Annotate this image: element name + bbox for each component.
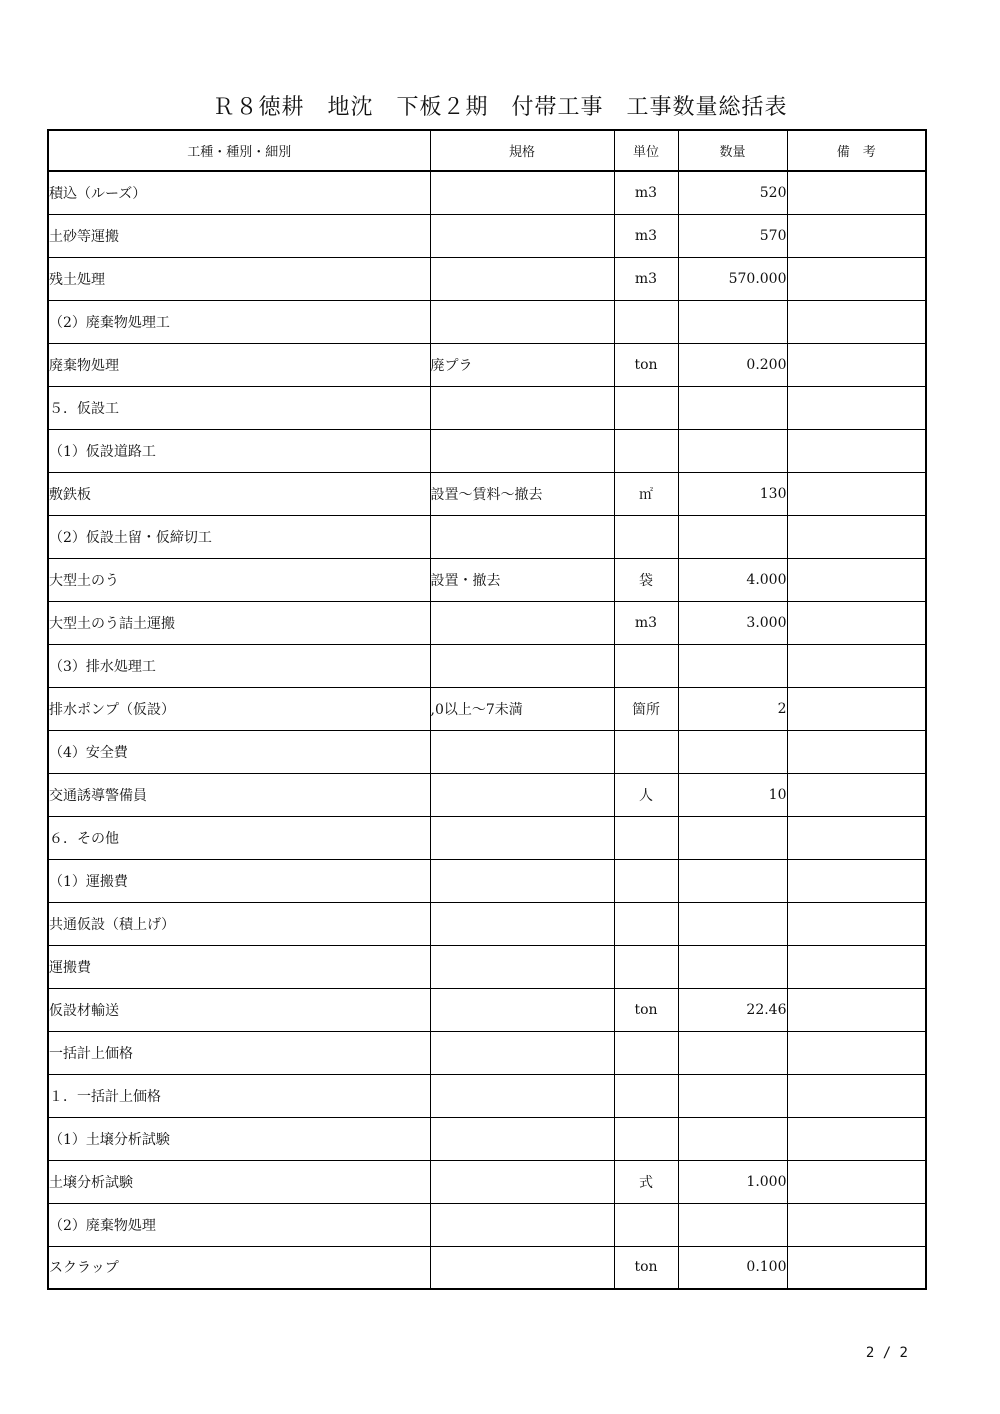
item-unit (614, 300, 678, 343)
item-note (787, 171, 926, 214)
item-name: 土壌分析試験 (48, 1160, 430, 1203)
item-unit (614, 386, 678, 429)
item-unit (614, 644, 678, 687)
item-note (787, 1203, 926, 1246)
item-quantity: 570.000 (678, 257, 787, 300)
item-quantity (678, 859, 787, 902)
item-name: （1）土壌分析試験 (48, 1117, 430, 1160)
item-name: （3）排水処理工 (48, 644, 430, 687)
item-name: 交通誘導警備員 (48, 773, 430, 816)
item-quantity (678, 1203, 787, 1246)
item-note (787, 902, 926, 945)
item-note (787, 816, 926, 859)
item-spec (430, 816, 614, 859)
item-quantity: 520 (678, 171, 787, 214)
item-unit (614, 1117, 678, 1160)
item-unit: ㎡ (614, 472, 678, 515)
item-quantity (678, 945, 787, 988)
table-row (48, 988, 926, 1031)
item-name: 大型土のう詰土運搬 (48, 601, 430, 644)
header-quantity: 数量 (678, 130, 787, 171)
header-unit: 単位 (614, 130, 678, 171)
table-row (48, 601, 926, 644)
item-note (787, 214, 926, 257)
item-spec (430, 300, 614, 343)
item-name: 仮設材輸送 (48, 988, 430, 1031)
header-spec: 規格 (430, 130, 614, 171)
item-unit: m3 (614, 257, 678, 300)
item-note (787, 773, 926, 816)
item-note (787, 945, 926, 988)
item-quantity (678, 902, 787, 945)
page-number: 2 / 2 (865, 1345, 908, 1361)
item-name: 敷鉄板 (48, 472, 430, 515)
item-spec: ,0以上～7未満 (430, 687, 614, 730)
table-row (48, 472, 926, 515)
item-spec (430, 386, 614, 429)
item-quantity: 1.000 (678, 1160, 787, 1203)
table-row (48, 1117, 926, 1160)
item-name: ６．その他 (48, 816, 430, 859)
table-row (48, 515, 926, 558)
item-quantity: 130 (678, 472, 787, 515)
item-unit: 式 (614, 1160, 678, 1203)
item-quantity: 22.46 (678, 988, 787, 1031)
item-quantity: 570 (678, 214, 787, 257)
item-name: （4）安全費 (48, 730, 430, 773)
table-row (48, 429, 926, 472)
table-row (48, 1246, 926, 1289)
item-name: スクラップ (48, 1246, 430, 1289)
table-row (48, 386, 926, 429)
item-spec (430, 1074, 614, 1117)
item-note (787, 343, 926, 386)
item-name: 廃棄物処理 (48, 343, 430, 386)
table-row (48, 730, 926, 773)
item-quantity: 0.100 (678, 1246, 787, 1289)
item-unit (614, 730, 678, 773)
item-note (787, 644, 926, 687)
item-unit: m3 (614, 214, 678, 257)
item-note (787, 988, 926, 1031)
table-row (48, 1074, 926, 1117)
item-name: （1）仮設道路工 (48, 429, 430, 472)
table-row (48, 214, 926, 257)
item-unit: 袋 (614, 558, 678, 601)
item-note (787, 429, 926, 472)
item-unit: m3 (614, 171, 678, 214)
item-name: 土砂等運搬 (48, 214, 430, 257)
header-item: 工種・種別・細別 (48, 130, 430, 171)
item-note (787, 730, 926, 773)
item-spec (430, 1117, 614, 1160)
item-unit: ton (614, 343, 678, 386)
item-quantity (678, 429, 787, 472)
item-spec (430, 644, 614, 687)
item-quantity: 0.200 (678, 343, 787, 386)
table-row (48, 644, 926, 687)
header-note: 備 考 (787, 130, 926, 171)
item-unit (614, 429, 678, 472)
item-note (787, 300, 926, 343)
item-quantity (678, 386, 787, 429)
item-quantity (678, 644, 787, 687)
item-note (787, 1246, 926, 1289)
item-note (787, 859, 926, 902)
item-name: （2）廃棄物処理 (48, 1203, 430, 1246)
item-spec (430, 902, 614, 945)
item-spec (430, 1031, 614, 1074)
item-name: 残土処理 (48, 257, 430, 300)
item-quantity: 10 (678, 773, 787, 816)
item-name: （2）廃棄物処理工 (48, 300, 430, 343)
item-note (787, 386, 926, 429)
item-spec: 設置～賃料～撤去 (430, 472, 614, 515)
item-name: 運搬費 (48, 945, 430, 988)
item-name: 大型土のう (48, 558, 430, 601)
item-quantity (678, 515, 787, 558)
table-row (48, 1203, 926, 1246)
table-row (48, 902, 926, 945)
item-note (787, 1160, 926, 1203)
item-unit: 人 (614, 773, 678, 816)
item-unit: ton (614, 1246, 678, 1289)
item-spec (430, 515, 614, 558)
item-unit: ton (614, 988, 678, 1031)
table-header-row (48, 130, 926, 171)
document-title: Ｒ８徳耕 地沈 下板２期 付帯工事 工事数量総括表 (212, 95, 788, 120)
table-row (48, 687, 926, 730)
item-unit (614, 902, 678, 945)
item-unit: m3 (614, 601, 678, 644)
item-note (787, 472, 926, 515)
item-unit: 箇所 (614, 687, 678, 730)
item-spec (430, 730, 614, 773)
item-name: 積込（ルーズ） (48, 171, 430, 214)
item-name: 排水ポンプ（仮設） (48, 687, 430, 730)
table-row (48, 1160, 926, 1203)
item-spec: 廃プラ (430, 343, 614, 386)
item-note (787, 1031, 926, 1074)
item-note (787, 601, 926, 644)
item-spec: 設置・撤去 (430, 558, 614, 601)
item-spec (430, 1160, 614, 1203)
item-unit (614, 816, 678, 859)
item-spec (430, 601, 614, 644)
item-quantity: 2 (678, 687, 787, 730)
item-spec (430, 214, 614, 257)
item-spec (430, 859, 614, 902)
table-row (48, 558, 926, 601)
item-quantity (678, 1074, 787, 1117)
item-quantity (678, 1117, 787, 1160)
item-name: ５．仮設工 (48, 386, 430, 429)
item-name: 一括計上価格 (48, 1031, 430, 1074)
item-spec (430, 1246, 614, 1289)
item-quantity (678, 816, 787, 859)
item-spec (430, 945, 614, 988)
item-spec (430, 171, 614, 214)
item-spec (430, 1203, 614, 1246)
item-spec (430, 429, 614, 472)
item-unit (614, 945, 678, 988)
item-quantity (678, 300, 787, 343)
table-row (48, 945, 926, 988)
item-spec (430, 988, 614, 1031)
table-row (48, 816, 926, 859)
table-row (48, 1031, 926, 1074)
table-row (48, 343, 926, 386)
item-note (787, 687, 926, 730)
item-note (787, 1117, 926, 1160)
table-row (48, 300, 926, 343)
item-name: （2）仮設土留・仮締切工 (48, 515, 430, 558)
item-note (787, 558, 926, 601)
item-note (787, 257, 926, 300)
item-quantity: 3.000 (678, 601, 787, 644)
item-name: 共通仮設（積上げ） (48, 902, 430, 945)
item-name: （1）運搬費 (48, 859, 430, 902)
item-quantity (678, 1031, 787, 1074)
table-row (48, 773, 926, 816)
quantity-summary-table (47, 129, 927, 1290)
item-unit (614, 515, 678, 558)
table-row (48, 859, 926, 902)
item-unit (614, 1031, 678, 1074)
item-spec (430, 773, 614, 816)
item-name: １．一括計上価格 (48, 1074, 430, 1117)
table-row (48, 171, 926, 214)
item-note (787, 515, 926, 558)
item-quantity (678, 730, 787, 773)
table-row (48, 257, 926, 300)
item-unit (614, 1074, 678, 1117)
item-note (787, 1074, 926, 1117)
item-quantity: 4.000 (678, 558, 787, 601)
item-spec (430, 257, 614, 300)
item-unit (614, 1203, 678, 1246)
item-unit (614, 859, 678, 902)
